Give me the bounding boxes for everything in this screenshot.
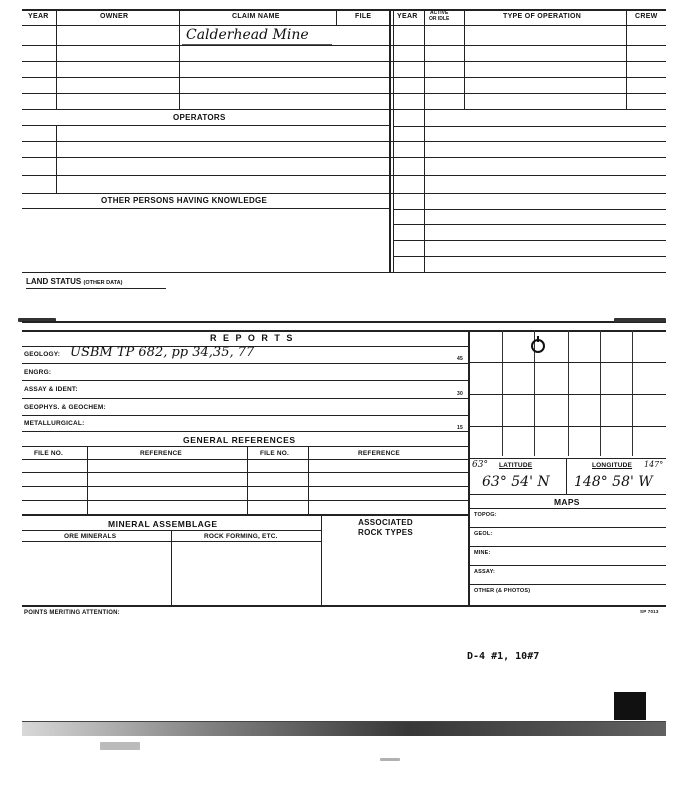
longitude-value: 148° 58' W — [574, 474, 653, 490]
row-rule — [22, 125, 390, 126]
header-file: FILE — [355, 13, 372, 20]
row-rule — [393, 256, 666, 257]
location-marker-tick — [537, 336, 539, 342]
maps-topog: TOPOG: — [474, 512, 497, 518]
lon-prefix: 147° — [644, 460, 664, 469]
header-crew: CREW — [635, 13, 658, 20]
assoc-line-2: ROCK TYPES — [358, 528, 414, 537]
ref-col-reference-1: REFERENCE — [140, 450, 182, 457]
row-rule — [470, 565, 666, 566]
form-code: SP 7013 — [640, 609, 659, 614]
row-rule — [22, 157, 666, 158]
reports-title: R E P O R T S — [210, 333, 295, 343]
grid-line — [600, 330, 601, 456]
row-rule — [22, 193, 666, 194]
longitude-label: LONGITUDE — [592, 462, 633, 469]
col-divider — [308, 446, 309, 514]
row-rule — [393, 224, 666, 225]
row-rule — [393, 126, 666, 127]
smudge — [614, 318, 666, 322]
other-persons-label: OTHER PERSONS HAVING KNOWLEDGE — [101, 196, 268, 205]
col-divider — [171, 530, 172, 606]
row-rule — [470, 546, 666, 547]
col-divider — [87, 446, 88, 514]
row-rule — [22, 175, 666, 176]
grid-line — [470, 426, 666, 427]
operators-label: OPERATORS — [173, 113, 226, 122]
maps-title: MAPS — [554, 497, 580, 507]
grid-line — [502, 330, 503, 456]
maps-geol: GEOL: — [474, 531, 493, 537]
latitude-label: LATITUDE — [499, 462, 533, 469]
points-meriting-label: POINTS MERITING ATTENTION: — [24, 610, 120, 616]
grid-line — [470, 394, 666, 395]
row-rule — [22, 431, 468, 432]
maps-other: OTHER (& PHOTOS) — [474, 588, 531, 594]
latitude-value: 63° 54' N — [482, 474, 550, 490]
ore-minerals-label: ORE MINERALS — [64, 533, 117, 540]
col-divider — [247, 446, 248, 514]
report-label-metallurgical: METALLURGICAL: — [24, 420, 85, 427]
row-rule — [470, 508, 666, 509]
land-status-title: LAND STATUS — [26, 277, 82, 286]
maps-assay: ASSAY: — [474, 569, 496, 575]
report-label-geophys: GEOPHYS. & GEOCHEM: — [24, 404, 106, 411]
claim-name-value: Calderhead Mine — [186, 27, 309, 43]
row-rule — [22, 446, 468, 447]
row-rule — [22, 272, 666, 273]
ref-col-file-no-2: FILE NO. — [260, 450, 290, 457]
header-claim-name: CLAIM NAME — [232, 13, 280, 20]
col-divider — [464, 9, 465, 109]
land-status-sub: (OTHER DATA) — [83, 280, 123, 286]
header-year: YEAR — [28, 13, 49, 20]
row-rule — [22, 459, 468, 460]
row-rule — [470, 494, 666, 495]
row-rule — [470, 527, 666, 528]
row-rule — [22, 472, 468, 473]
scan-block — [614, 692, 646, 720]
row-rule — [22, 77, 666, 78]
assoc-line-1: ASSOCIATED — [358, 518, 413, 527]
scan-noise — [380, 758, 400, 761]
report-value-geology: USBM TP 682, pp 34,35, 77 — [70, 345, 255, 360]
col-divider — [56, 125, 57, 193]
col-divider — [626, 9, 627, 109]
row-rule — [393, 209, 666, 210]
report-num-45: 45 — [457, 356, 463, 362]
row-rule — [470, 584, 666, 585]
row-rule — [470, 458, 666, 459]
bottom-border — [22, 605, 666, 607]
col-divider — [566, 458, 567, 494]
row-rule — [22, 141, 666, 142]
report-label-engrg: ENGRG: — [24, 369, 52, 376]
scan-noise — [100, 742, 140, 750]
rock-forming-label: ROCK FORMING, ETC. — [204, 533, 278, 540]
report-label-assay: ASSAY & IDENT: — [24, 386, 78, 393]
mineral-assemblage-title: MINERAL ASSEMBLAGE — [108, 519, 218, 529]
row-rule — [22, 415, 468, 416]
general-references-title: GENERAL REFERENCES — [183, 435, 296, 445]
col-divider — [321, 514, 322, 606]
report-label-geology: GEOLOGY: — [24, 351, 61, 358]
footer-stamp: D-4 #1, 10#7 — [467, 651, 540, 662]
row-rule — [22, 514, 468, 516]
grid-line — [568, 330, 569, 456]
row-rule — [22, 93, 666, 94]
col-divider — [56, 9, 57, 109]
row-rule — [22, 398, 468, 399]
header-year-2: YEAR — [397, 13, 418, 20]
row-rule — [22, 61, 666, 62]
header-type-of-operation: TYPE OF OPERATION — [503, 13, 582, 20]
col-divider — [336, 9, 337, 25]
row-rule — [22, 500, 468, 501]
row-rule — [22, 109, 666, 110]
header-active: ACTIVE — [429, 10, 449, 16]
header-bottom-rule — [22, 25, 666, 26]
associated-rock-types — [358, 518, 413, 538]
row-rule — [393, 240, 666, 241]
row-rule — [22, 45, 666, 46]
header-active-idle — [429, 10, 449, 22]
ref-col-reference-2: REFERENCE — [358, 450, 400, 457]
row-rule — [22, 380, 468, 381]
grid-line — [632, 330, 633, 456]
ref-col-file-no-1: FILE NO. — [34, 450, 64, 457]
section-divider — [22, 321, 666, 323]
report-num-15: 15 — [457, 425, 463, 431]
land-status-underline — [26, 288, 166, 289]
header-idle: OR IDLE — [429, 16, 450, 22]
maps-mine: MINE: — [474, 550, 491, 556]
top-border — [22, 9, 666, 11]
header-owner: OWNER — [100, 13, 129, 20]
grid-line — [470, 362, 666, 363]
report-num-30: 30 — [457, 391, 463, 397]
row-rule — [22, 486, 468, 487]
col-divider — [179, 9, 180, 109]
land-status-label — [26, 277, 122, 286]
row-rule — [22, 363, 468, 364]
row-rule — [22, 208, 390, 209]
location-grid — [470, 330, 666, 456]
scan-line — [22, 721, 666, 722]
scan-smear — [22, 722, 666, 736]
lat-prefix: 63° — [472, 460, 488, 470]
